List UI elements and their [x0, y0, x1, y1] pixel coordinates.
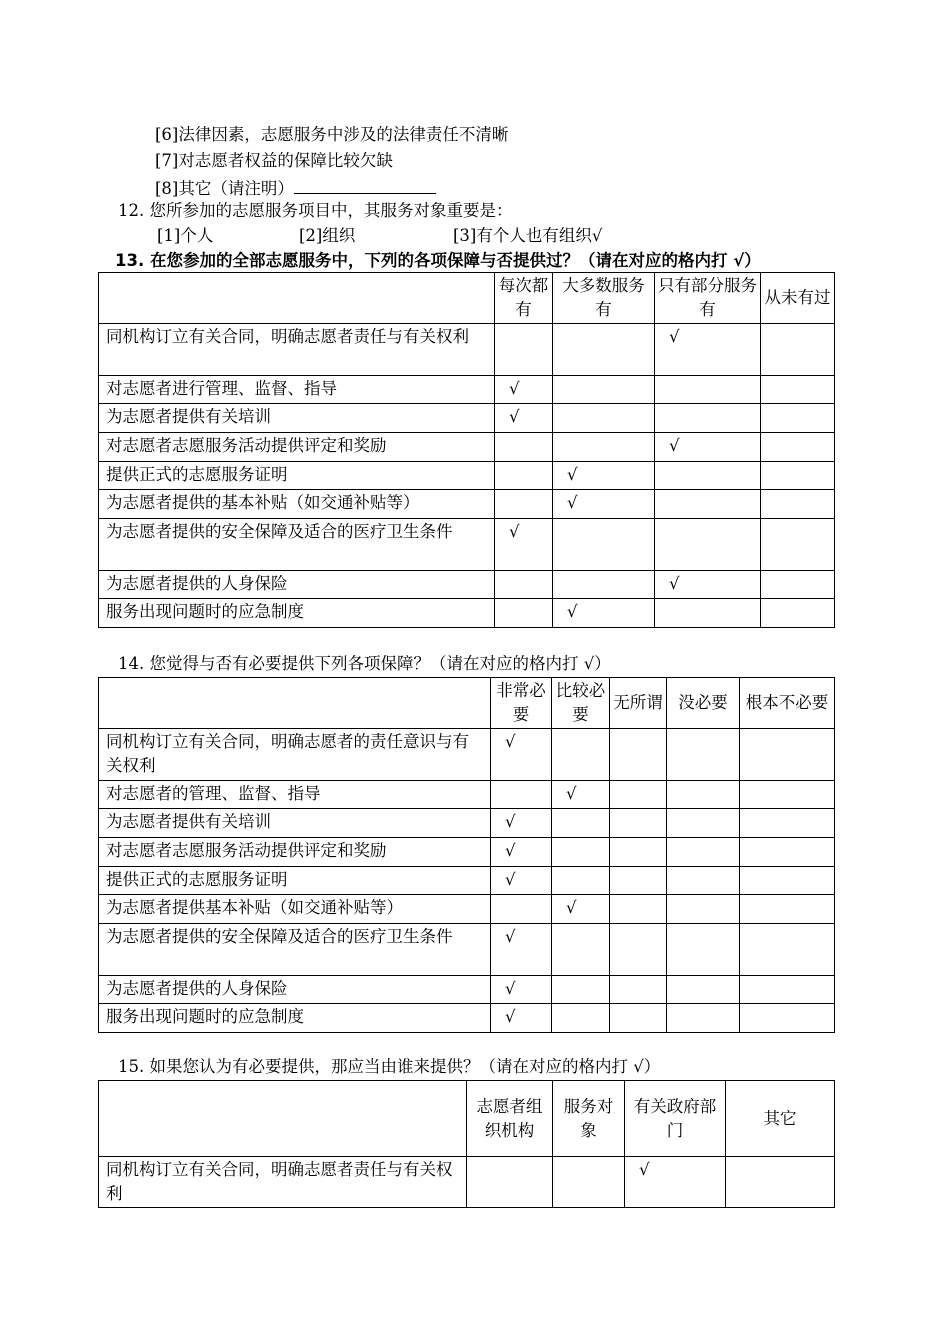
answer-cell[interactable]	[740, 895, 835, 924]
answer-cell[interactable]	[761, 599, 835, 628]
answer-cell[interactable]: √	[491, 867, 552, 895]
q13-question: 13. 在您参加的全部志愿服务中，下列的各项保障与否提供过？（请在对应的格内打 √）	[115, 251, 761, 270]
q13-header-row	[99, 273, 835, 324]
answer-cell[interactable]	[553, 376, 655, 404]
answer-cell[interactable]	[667, 924, 740, 976]
q14-row-label: 为志愿者提供的安全保障及适合的医疗卫生条件	[99, 924, 491, 976]
q11-option-7: [7]对志愿者权益的保障比较欠缺	[155, 151, 393, 170]
answer-cell[interactable]	[610, 781, 667, 809]
q13-row-label: 为志愿者提供的人身保险	[99, 571, 495, 599]
q15-table	[98, 1080, 835, 1208]
q13-row-label: 为志愿者提供有关培训	[99, 404, 495, 433]
answer-cell[interactable]	[495, 571, 553, 599]
answer-cell[interactable]	[761, 571, 835, 599]
q12-options	[157, 225, 602, 247]
answer-cell[interactable]	[655, 404, 761, 433]
table-row	[99, 571, 835, 599]
answer-cell[interactable]: √	[552, 781, 610, 809]
table-row	[99, 462, 835, 490]
table-row	[99, 895, 835, 924]
table-row	[99, 404, 835, 433]
answer-cell[interactable]	[655, 462, 761, 490]
table-row	[99, 729, 835, 781]
q11-option-8	[155, 176, 436, 200]
answer-cell[interactable]	[610, 976, 667, 1004]
q13-header-blank	[99, 273, 495, 324]
answer-cell[interactable]: √	[553, 462, 655, 490]
q13-table-body	[99, 273, 835, 628]
answer-cell[interactable]: √	[655, 571, 761, 599]
q13-table	[98, 272, 835, 628]
q12-option-3: [3]有个人也有组织√	[453, 226, 603, 245]
table-row	[99, 1157, 835, 1208]
answer-cell[interactable]	[552, 1004, 610, 1033]
table-row	[99, 490, 835, 519]
answer-cell[interactable]: √	[491, 838, 552, 867]
q13-row-label: 同机构订立有关合同，明确志愿者责任与有关权利	[99, 324, 495, 376]
q14-table	[98, 677, 835, 1033]
table-row	[99, 976, 835, 1004]
answer-cell[interactable]	[610, 1004, 667, 1033]
table-row	[99, 376, 835, 404]
answer-cell[interactable]	[553, 571, 655, 599]
q13-row-label: 对志愿者进行管理、监督、指导	[99, 376, 495, 404]
answer-cell[interactable]	[491, 895, 552, 924]
q13-header-col-2: 大多数服务有	[553, 273, 655, 324]
answer-cell[interactable]	[740, 781, 835, 809]
answer-cell[interactable]	[761, 404, 835, 433]
table-row	[99, 519, 835, 571]
q13-row-label: 为志愿者提供的安全保障及适合的医疗卫生条件	[99, 519, 495, 571]
answer-cell[interactable]	[761, 490, 835, 519]
q13-row-label: 对志愿者志愿服务活动提供评定和奖励	[99, 433, 495, 462]
answer-cell[interactable]	[491, 781, 552, 809]
answer-cell[interactable]	[552, 867, 610, 895]
answer-cell[interactable]	[667, 729, 740, 781]
q15-header-col-2: 服务对象	[553, 1081, 625, 1157]
answer-cell[interactable]	[495, 462, 553, 490]
q13-row-label: 提供正式的志愿服务证明	[99, 462, 495, 490]
q13-row-label: 为志愿者提供的基本补贴（如交通补贴等）	[99, 490, 495, 519]
q12-question: 12. 您所参加的志愿服务项目中，其服务对象重要是：	[118, 201, 513, 220]
answer-cell[interactable]	[740, 809, 835, 838]
answer-cell[interactable]	[740, 976, 835, 1004]
answer-cell[interactable]: √	[655, 324, 761, 376]
answer-cell[interactable]: √	[495, 376, 553, 404]
answer-cell[interactable]: √	[495, 404, 553, 433]
answer-cell[interactable]	[610, 867, 667, 895]
q15-header-blank	[99, 1081, 467, 1157]
q14-header-col-3: 无所谓	[610, 678, 667, 729]
answer-cell[interactable]: √	[655, 433, 761, 462]
answer-cell[interactable]: √	[495, 519, 553, 571]
table-row	[99, 1004, 835, 1033]
answer-cell[interactable]	[667, 781, 740, 809]
answer-cell[interactable]	[552, 809, 610, 838]
answer-cell[interactable]	[667, 976, 740, 1004]
answer-cell[interactable]	[553, 324, 655, 376]
q12-option-2: [2]组织	[299, 226, 356, 245]
answer-cell[interactable]	[610, 924, 667, 976]
q11-other-blank[interactable]	[294, 176, 436, 194]
q11-option-6: [6]法律因素，志愿服务中涉及的法律责任不清晰	[155, 125, 509, 144]
answer-cell[interactable]	[667, 1004, 740, 1033]
answer-cell[interactable]: √	[552, 895, 610, 924]
answer-cell[interactable]	[495, 490, 553, 519]
q14-row-label: 同机构订立有关合同，明确志愿者的责任意识与有关权利	[99, 729, 491, 781]
answer-cell[interactable]	[552, 924, 610, 976]
answer-cell[interactable]	[610, 729, 667, 781]
q13-header-col-1: 每次都有	[495, 273, 553, 324]
answer-cell[interactable]: √	[491, 1004, 552, 1033]
q14-row-label: 提供正式的志愿服务证明	[99, 867, 491, 895]
q13-row-label: 服务出现问题时的应急制度	[99, 599, 495, 628]
table-row	[99, 433, 835, 462]
answer-cell[interactable]	[740, 924, 835, 976]
q14-header-row	[99, 678, 835, 729]
q15-table-body	[99, 1081, 835, 1208]
answer-cell[interactable]	[552, 729, 610, 781]
q14-header-col-4: 没必要	[667, 678, 740, 729]
answer-cell[interactable]	[761, 462, 835, 490]
answer-cell[interactable]	[761, 324, 835, 376]
table-row	[99, 924, 835, 976]
answer-cell[interactable]	[553, 433, 655, 462]
answer-cell[interactable]	[553, 1157, 625, 1208]
answer-cell[interactable]	[761, 519, 835, 571]
answer-cell[interactable]: √	[553, 599, 655, 628]
q11-option-8-label: [8]其它（请注明）	[155, 179, 294, 198]
table-row	[99, 781, 835, 809]
answer-cell[interactable]: √	[491, 924, 552, 976]
answer-cell[interactable]: √	[491, 809, 552, 838]
answer-cell[interactable]	[655, 599, 761, 628]
q15-header-col-4: 其它	[726, 1081, 835, 1157]
answer-cell[interactable]	[655, 490, 761, 519]
answer-cell[interactable]: √	[491, 729, 552, 781]
q15-header-col-3: 有关政府部门	[625, 1081, 726, 1157]
answer-cell[interactable]	[553, 519, 655, 571]
answer-cell[interactable]	[553, 404, 655, 433]
answer-cell[interactable]	[610, 809, 667, 838]
q15-header-row	[99, 1081, 835, 1157]
answer-cell[interactable]	[610, 838, 667, 867]
q14-header-col-1: 非常必要	[491, 678, 552, 729]
q14-header-blank	[99, 678, 491, 729]
answer-cell[interactable]	[740, 729, 835, 781]
q14-row-label: 为志愿者提供有关培训	[99, 809, 491, 838]
q15-question: 15. 如果您认为有必要提供，那应当由谁来提供？（请在对应的格内打 √）	[118, 1057, 661, 1076]
answer-cell[interactable]	[740, 867, 835, 895]
q15-row-label: 同机构订立有关合同，明确志愿者责任与有关权利	[99, 1157, 467, 1208]
table-row	[99, 324, 835, 376]
q14-question: 14. 您觉得与否有必要提供下列各项保障？（请在对应的格内打 √）	[118, 654, 611, 673]
answer-cell[interactable]	[655, 376, 761, 404]
answer-cell[interactable]	[740, 1004, 835, 1033]
q13-header-col-4: 从未有过	[761, 273, 835, 324]
answer-cell[interactable]	[610, 895, 667, 924]
answer-cell[interactable]	[467, 1157, 553, 1208]
table-row	[99, 838, 835, 867]
answer-cell[interactable]	[495, 599, 553, 628]
answer-cell[interactable]	[761, 376, 835, 404]
answer-cell[interactable]	[655, 519, 761, 571]
q14-header-col-2: 比较必要	[552, 678, 610, 729]
answer-cell[interactable]	[667, 809, 740, 838]
answer-cell[interactable]: √	[553, 490, 655, 519]
q14-row-label: 对志愿者的管理、监督、指导	[99, 781, 491, 809]
answer-cell[interactable]	[726, 1157, 835, 1208]
q14-row-label: 对志愿者志愿服务活动提供评定和奖励	[99, 838, 491, 867]
answer-cell[interactable]	[667, 867, 740, 895]
q14-header-col-5: 根本不必要	[740, 678, 835, 729]
answer-cell[interactable]	[667, 895, 740, 924]
answer-cell[interactable]: √	[625, 1157, 726, 1208]
answer-cell[interactable]	[495, 433, 553, 462]
answer-cell[interactable]	[740, 838, 835, 867]
table-row	[99, 867, 835, 895]
q15-header-col-1: 志愿者组织机构	[467, 1081, 553, 1157]
answer-cell[interactable]	[552, 976, 610, 1004]
q12-option-1: [1]个人	[157, 226, 214, 245]
q14-row-label: 为志愿者提供的人身保险	[99, 976, 491, 1004]
q14-table-body	[99, 678, 835, 1033]
answer-cell[interactable]	[495, 324, 553, 376]
table-row	[99, 599, 835, 628]
q14-row-label: 服务出现问题时的应急制度	[99, 1004, 491, 1033]
q13-header-col-3: 只有部分服务有	[655, 273, 761, 324]
answer-cell[interactable]	[667, 838, 740, 867]
answer-cell[interactable]	[552, 838, 610, 867]
table-row	[99, 809, 835, 838]
answer-cell[interactable]: √	[491, 976, 552, 1004]
q14-row-label: 为志愿者提供基本补贴（如交通补贴等）	[99, 895, 491, 924]
answer-cell[interactable]	[761, 433, 835, 462]
